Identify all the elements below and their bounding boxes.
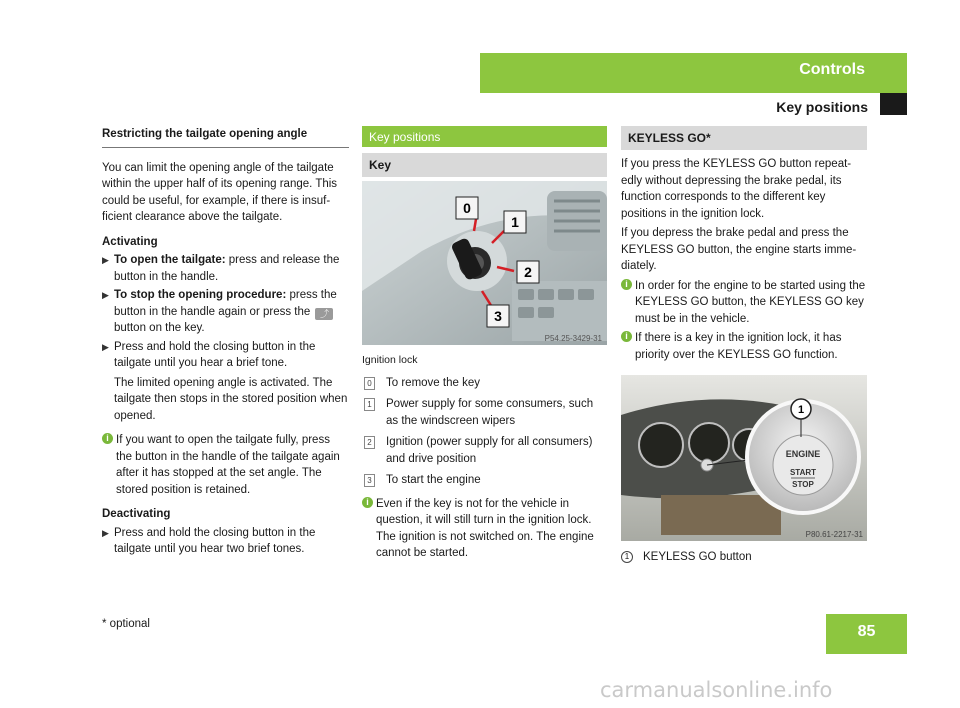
info-text: If you want to open the tailgate fully, press the button in the handle of the tailgate again after it has stopped at the set angle. The stored position is retained. (116, 434, 340, 496)
key-positions-heading: Key positions (362, 126, 607, 147)
page-number: 85 (857, 623, 876, 640)
section-bar (480, 53, 907, 93)
list-item (362, 396, 607, 429)
key-subheading: Key (362, 153, 607, 177)
keyless-go-heading: KEYLESS GO* (621, 126, 867, 150)
legend-text: KEYLESS GO button (643, 551, 752, 563)
page-title: Key positions (776, 99, 868, 115)
bullet-text: press and release the button in the handle. (114, 254, 340, 283)
list-item (362, 434, 607, 467)
tailgate-key-button-icon: ⤴ (315, 308, 333, 320)
deactivating-label: Deactivating (102, 508, 171, 520)
position-label-1: 1 (511, 214, 519, 230)
keyless-go-illustration (621, 375, 867, 541)
info-note (102, 432, 349, 498)
position-text: To remove the key (386, 376, 480, 389)
column-tailgate (102, 126, 349, 558)
info-icon: i (102, 433, 113, 444)
keyless-para-1: If you press the KEYLESS GO button repeat-edly without depressing the brake pedal, its function corresponds to the different key positions in the ignition lock. (621, 158, 852, 220)
info-note (362, 496, 607, 562)
engine-label: ENGINE (785, 449, 821, 459)
bullet-arrow-icon: ▶ (102, 341, 109, 352)
position-number: 1 (364, 398, 375, 411)
ignition-lock-photo (362, 181, 607, 345)
info-note (621, 278, 867, 328)
info-text: If there is a key in the ignition lock, it has priority over the KEYLESS GO function. (635, 332, 842, 361)
position-label-2: 2 (524, 264, 532, 280)
activating-label: Activating (102, 235, 158, 248)
position-label-3: 3 (494, 308, 502, 324)
list-item (102, 339, 349, 425)
bullet-subtext: The limited opening angle is activated. The tailgate then stops in the stored position when opened. (114, 376, 348, 422)
watermark: carmanualsonline.info (600, 678, 833, 702)
ignition-lock-illustration (362, 181, 607, 345)
photo-caption: Ignition lock (362, 354, 418, 366)
list-item (102, 525, 349, 558)
info-text: Even if the key is not for the vehicle in question, it will still turn in the ignition lock. The ignition is not switched on. The engine cannot be started. (376, 497, 594, 559)
bullet-bold: To open the tailgate: (114, 254, 226, 266)
keyless-go-photo (621, 375, 867, 541)
photo-code: P54.25-3429-31 (544, 334, 602, 343)
position-text: Power supply for some consumers, such as the windscreen wipers (386, 398, 594, 427)
position-label-0: 0 (463, 200, 471, 216)
column-key-positions (362, 126, 607, 562)
start-label: START (789, 468, 817, 477)
bullet-arrow-icon: ▶ (102, 255, 109, 265)
info-icon: i (621, 331, 632, 342)
position-text: Ignition (power supply for all consumers) and drive position (386, 436, 593, 465)
bullet-text: Press and hold the closing button in the tailgate until you hear a brief tone. (114, 340, 316, 369)
info-text: In order for the engine to be started using the KEYLESS GO button, the KEYLESS GO key must be in the vehicle. (635, 279, 866, 325)
list-item (621, 549, 867, 566)
bullet-arrow-icon: ▶ (102, 290, 109, 300)
info-icon: i (362, 497, 373, 508)
legend-number: 1 (621, 551, 633, 563)
position-number: 0 (364, 377, 375, 390)
bullet-text: button on the key. (114, 322, 205, 334)
stop-label: STOP (792, 480, 814, 489)
page-number-box (826, 614, 907, 654)
position-number: 2 (364, 436, 375, 449)
position-number: 3 (364, 474, 375, 487)
info-icon: i (621, 279, 632, 290)
tailgate-intro: You can limit the opening angle of the tailgate within the upper half of its opening range. This could be useful, for example, if there is insuf-ficient clearance above the tailgate. (102, 161, 338, 223)
info-note (621, 330, 867, 363)
position-text: To start the engine (386, 474, 481, 486)
footnote: * optional (102, 618, 150, 630)
bullet-text: Press and hold the closing button in the tailgate until you hear two brief tones. (114, 526, 316, 555)
list-item (102, 287, 349, 337)
bullet-text: press the button in the handle again or press the (114, 289, 337, 318)
column-keyless-go (621, 126, 867, 566)
section-title: Controls (799, 61, 865, 78)
keyless-para-2: If you depress the brake pedal and press the KEYLESS GO button, the engine starts imme-diately. (621, 227, 857, 272)
bullet-bold: To stop the opening procedure: (114, 289, 287, 301)
list-item (362, 472, 607, 489)
bullet-arrow-icon: ▶ (102, 527, 109, 538)
thumb-tab (880, 93, 907, 115)
list-item (102, 252, 349, 285)
photo-code: P80.61-2217-31 (805, 530, 863, 539)
list-item (362, 375, 607, 392)
callout-1: 1 (797, 404, 805, 416)
tailgate-heading: Restricting the tailgate opening angle (102, 126, 349, 148)
